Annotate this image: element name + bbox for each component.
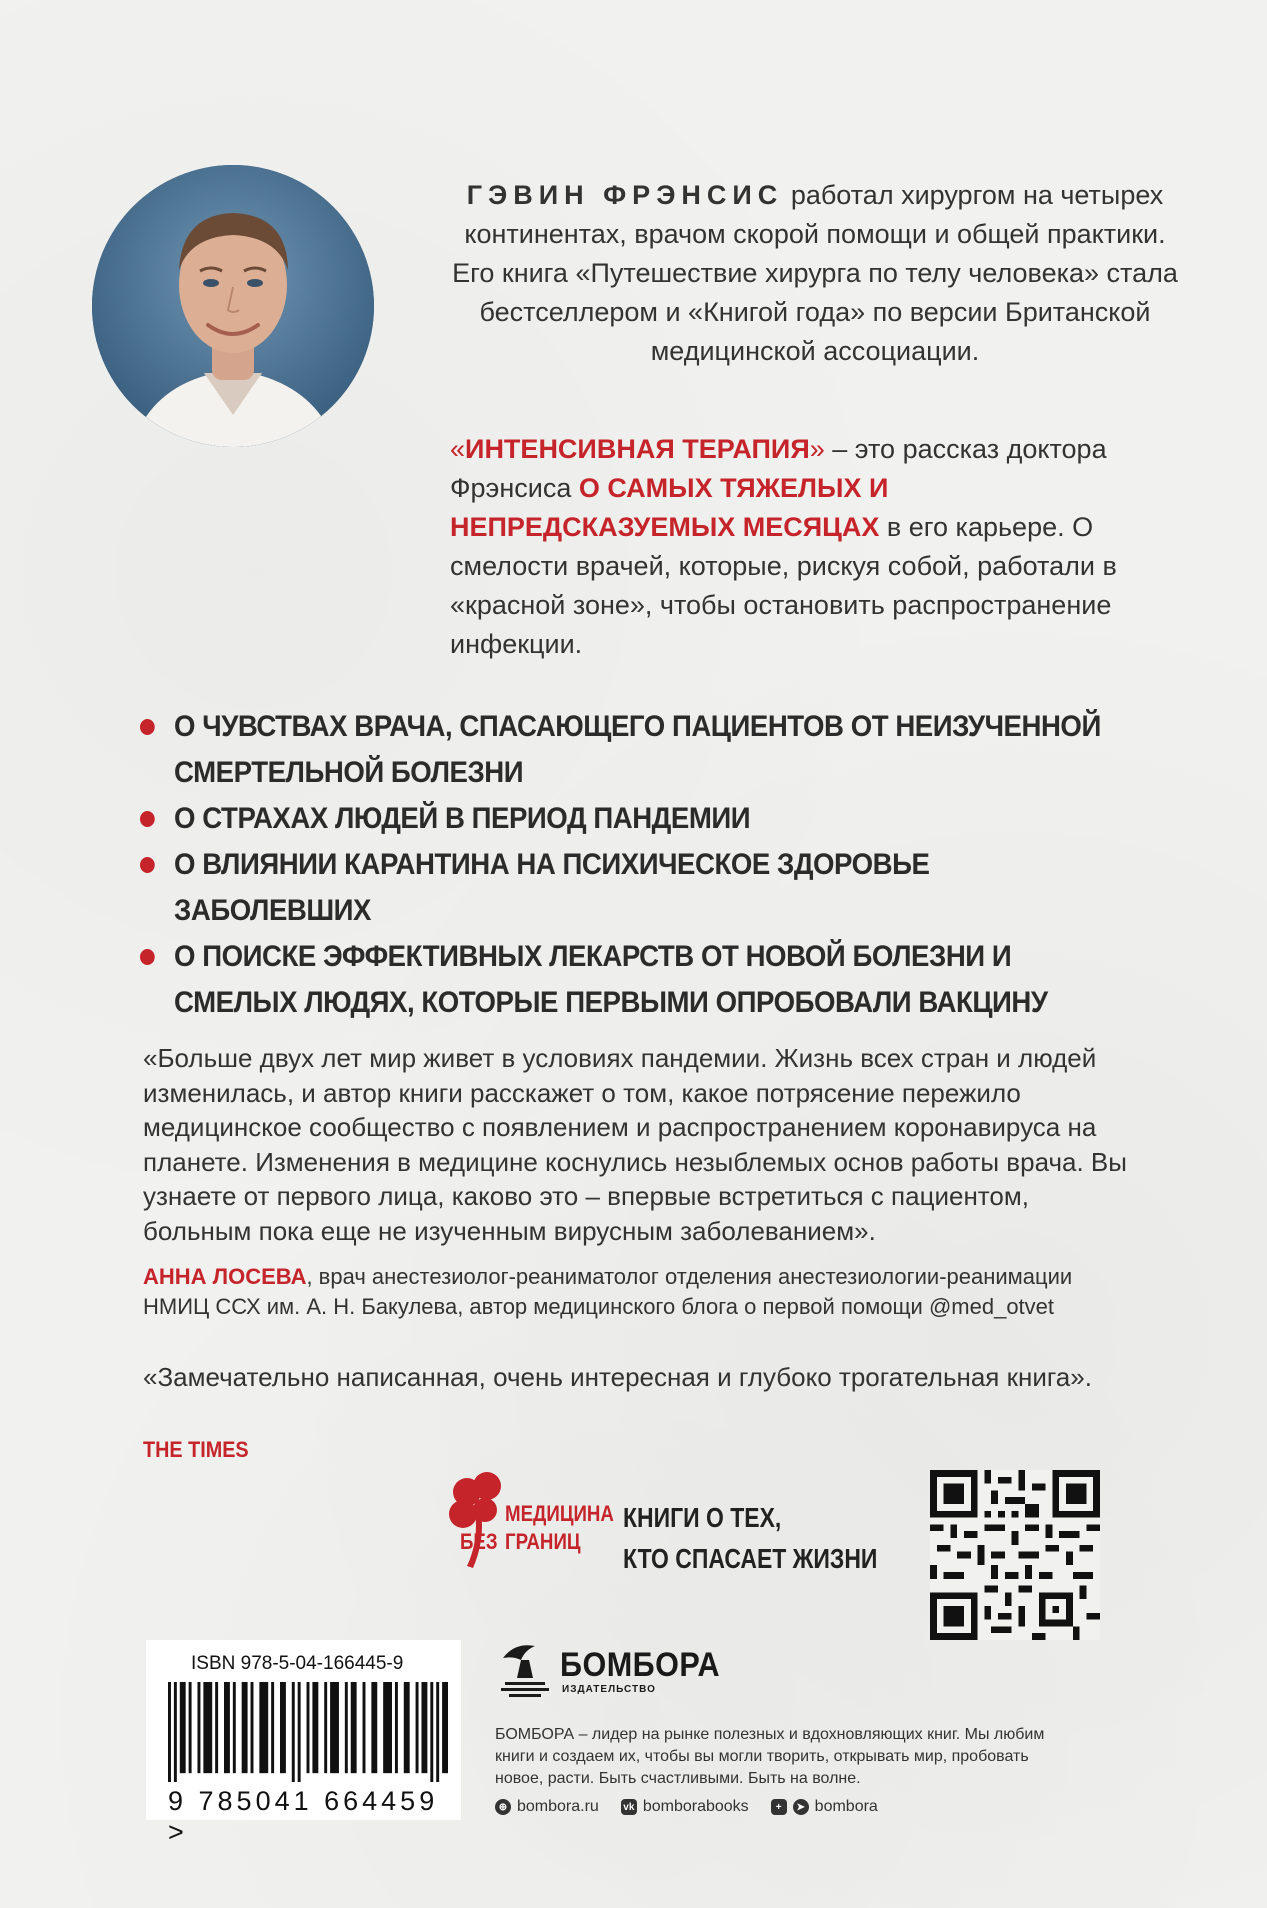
qr-code[interactable] [930,1470,1100,1640]
tagline-line-2: КТО СПАСАЕТ ЖИЗНИ [623,1543,878,1574]
publisher-name: БОМБОРА [560,1646,721,1684]
feature-list [140,704,1115,1026]
author-portrait-illustration [92,165,374,447]
review-source-2: THE TIMES [143,1437,249,1462]
telegram-link[interactable] [771,1798,878,1816]
series-line-2: ГРАНИЦ [505,1529,581,1554]
quote-close: » [809,434,825,464]
vk-text: bomborabooks [642,1798,749,1815]
website-text: bombora.ru [517,1798,599,1815]
book-title: ИНТЕНСИВНАЯ ТЕРАПИЯ [465,434,810,464]
publisher-subtitle: ИЗДАТЕЛЬСТВО [562,1684,656,1695]
vk-link[interactable] [621,1798,749,1816]
about-highlight: О САМЫХ ТЯЖЕЛЫХ И НЕПРЕДСКАЗУЕМЫХ МЕСЯЦАХ [450,473,889,542]
barcode-bars [168,1682,448,1782]
review-attribution-1 [143,1262,1143,1322]
quote-open: « [450,434,466,464]
review-quote-1: «Больше двух лет мир живет в условиях пандемии. Жизнь всех стран и людей изменилась, и автор книги расскажет о том, какое потрясение пережило медицинское сообщество с появлением и распространением коронавируса на планете. Изменения в медицине коснулись незыблемых основ работы врача. Вы узнаете от первого лица, каково это – впервые встретиться с пациентом, больным пока еще не изученным вирусным заболеванием». [143,1043,1127,1246]
author-photo [92,165,374,447]
reviewer-name: АННА ЛОСЕВА [143,1264,307,1289]
bombora-logo-icon [495,1638,555,1698]
telegram-icon: ➤ [793,1799,809,1815]
globe-icon: ⊕ [495,1799,511,1815]
review-quote-2: «Замечательно написанная, очень интересная и глубоко трогательная книга». [143,1362,1092,1392]
series-bez: БЕЗ [459,1529,498,1554]
feature-item: О ЧУВСТВАХ ВРАЧА, СПАСАЮЩЕГО ПАЦИЕНТОВ ОТ НЕИЗУЧЕННОЙ СМЕРТЕЛЬНОЙ БОЛЕЗНИ [140,704,1115,796]
vk-icon: vk [621,1799,637,1815]
author-name: ГЭВИН ФРЭНСИС [466,180,784,210]
plus-icon: + [771,1799,787,1815]
series-name [459,1500,614,1556]
feature-item: О ВЛИЯНИИ КАРАНТИНА НА ПСИХИЧЕСКОЕ ЗДОРОВЬЕ ЗАБОЛЕВШИХ [140,842,1115,934]
series-tagline [623,1497,877,1579]
book-description [450,430,1150,664]
publisher-socials [495,1798,878,1816]
isbn-label: ISBN 978-5-04-166445-9 [191,1653,404,1674]
tagline-line-1: КНИГИ О ТЕХ, [623,1502,782,1533]
about-part1: – это рассказ доктора Фрэнсиса [450,434,1107,503]
feature-item: О СТРАХАХ ЛЮДЕЙ В ПЕРИОД ПАНДЕМИИ [140,796,1115,842]
author-bio [450,176,1180,371]
barcode-number: 9 785041 664459 > [168,1786,439,1847]
publisher-description: БОМБОРА – лидер на рынке полезных и вдохновляющих книг. Мы любим книги и создаем их, чтобы вы могли творить, открывать мир, пробовать новое, расти. Быть счастливыми. Быть на волне. [495,1726,1045,1787]
reviewer-description: , врач анестезиолог-реаниматолог отделения анестезиологии-реанимации НМИЦ ССХ им. А. Н. Бакулева, автор медицинского блога о первой помощи @med_otvet [143,1264,1073,1319]
bio-text: на четырех континентах, врачом скорой помощи и общей практики. Его книга «Путешествие хирурга по телу человека» стала бестселлером и «Книгой года» по версии Британской медицинской ассоциации. [452,180,1178,366]
barcode-panel [146,1640,461,1847]
bio-line-rest: работал хирургом [783,180,1016,210]
feature-item: О ПОИСКЕ ЭФФЕКТИВНЫХ ЛЕКАРСТВ ОТ НОВОЙ БОЛЕЗНИ И СМЕЛЫХ ЛЮДЯХ, КОТОРЫЕ ПЕРВЫМИ ОПРОБОВАЛИ ВАКЦИНУ [140,934,1115,1026]
website-link[interactable] [495,1798,599,1816]
series-line-1: МЕДИЦИНА [505,1501,614,1526]
telegram-text: bombora [814,1798,878,1815]
about-part2: в его карьере. О смелости врачей, которые, рискуя собой, работали в «красной зоне», чтобы остановить распространение инфекции. [450,512,1117,659]
